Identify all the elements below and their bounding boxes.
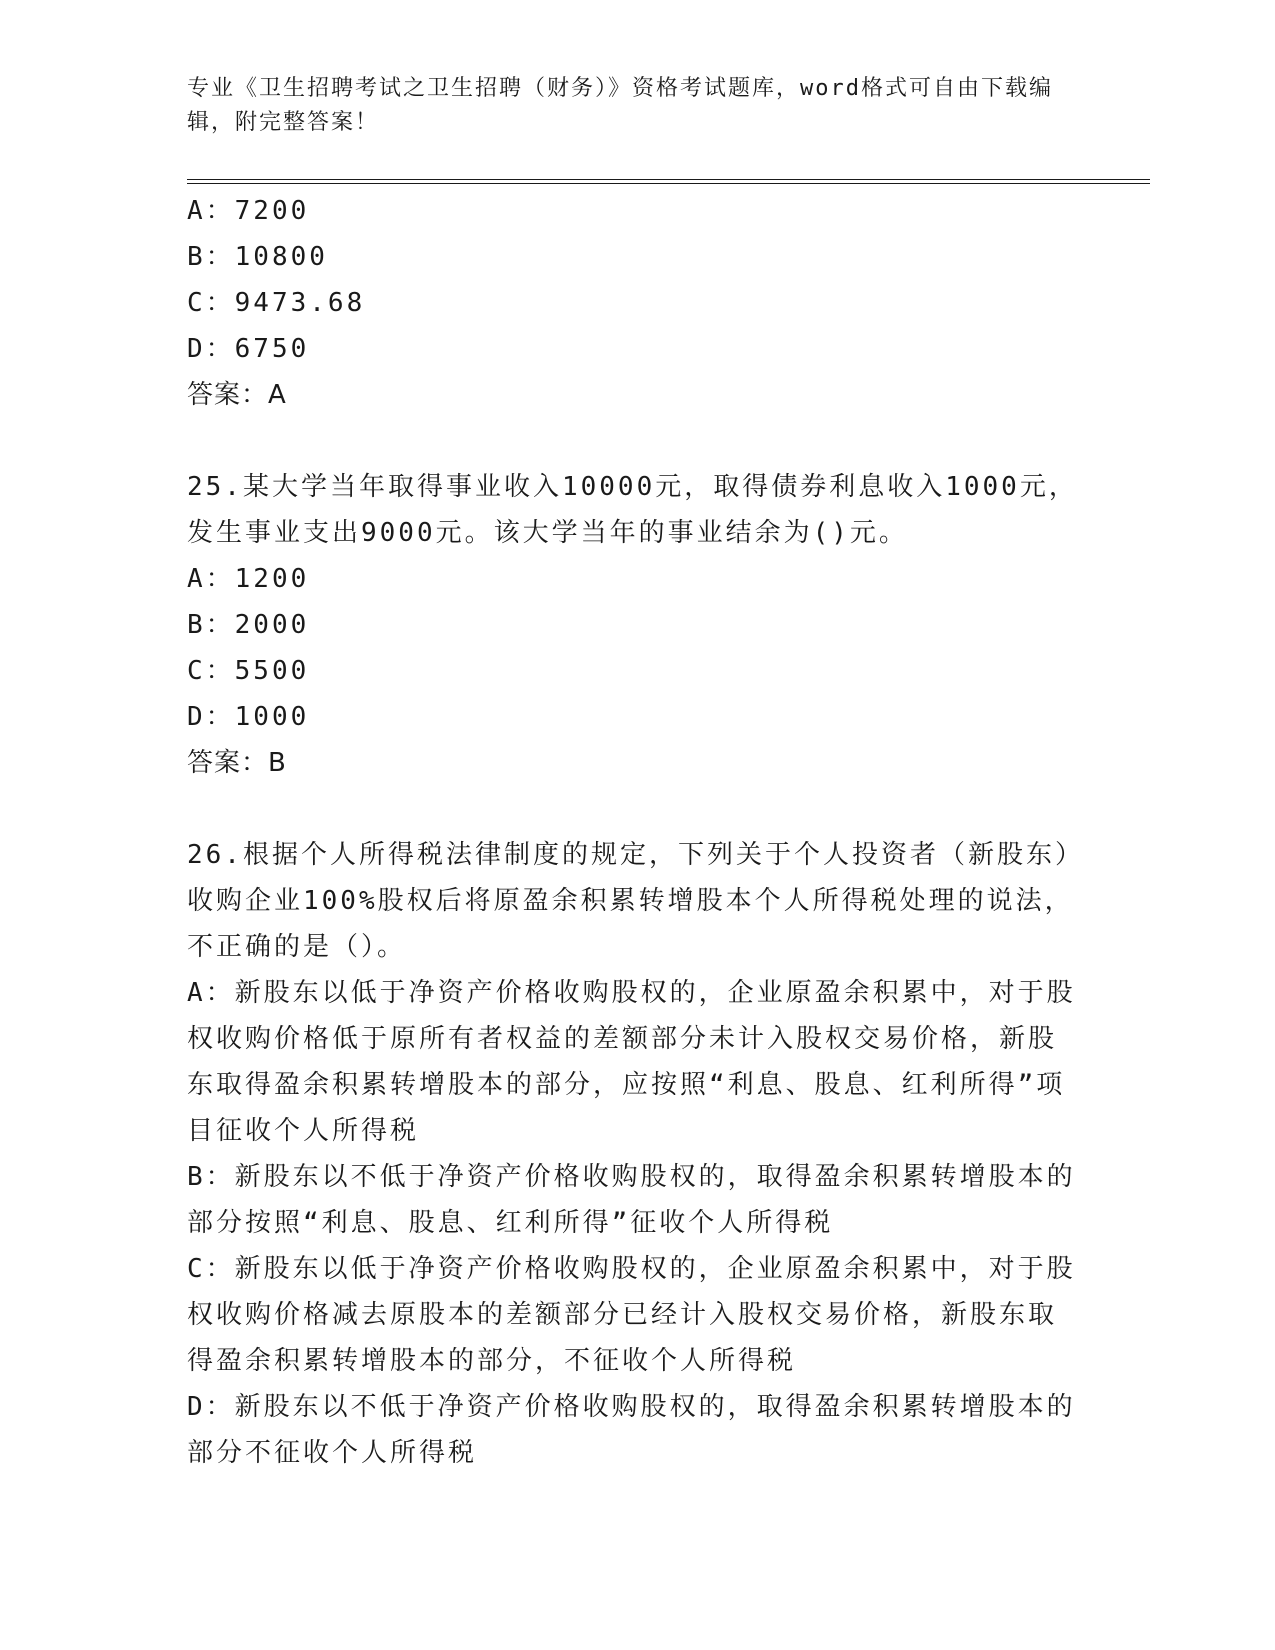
- option-b: B：2000: [187, 610, 310, 640]
- header-rule-top: [187, 179, 1150, 180]
- answer-line: 答案：B: [187, 748, 287, 778]
- option-d: D：新股东以不低于净资产价格收购股权的，取得盈余积累转增股本的部分不征收个人所得税: [187, 1392, 1076, 1468]
- option-b: B：10800: [187, 242, 328, 272]
- option-a: A：新股东以低于净资产价格收购股权的，企业原盈余积累中，对于股权收购价格低于原所有者权益的差额部分未计入股权交易价格，新股东取得盈余积累转增股本的部分，应按照“利息、股息、红利所得”项目征收个人所得税: [187, 978, 1076, 1146]
- option-d: D：6750: [187, 334, 310, 364]
- question-stem: 26.根据个人所得税法律制度的规定，下列关于个人投资者（新股东）收购企业100%股权后将原盈余积累转增股本个人所得税处理的说法，不正确的是（）。: [187, 840, 1074, 962]
- document-content: [187, 188, 1087, 1476]
- option-a: A：1200: [187, 564, 310, 594]
- option-a: A：7200: [187, 196, 310, 226]
- option-b: B：新股东以不低于净资产价格收购股权的，取得盈余积累转增股本的部分按照“利息、股息、红利所得”征收个人所得税: [187, 1162, 1076, 1238]
- option-c: C：9473.68: [187, 288, 366, 318]
- header-rule-bottom: [187, 183, 1150, 184]
- option-c: C：5500: [187, 656, 310, 686]
- question-stem-line: 25.某大学当年取得事业收入10000元，取得债券利息收入1000元，: [187, 472, 1078, 502]
- option-c: C：新股东以低于净资产价格收购股权的，企业原盈余积累中，对于股权收购价格减去原股本的差额部分已经计入股权交易价格，新股东取得盈余积累转增股本的部分，不征收个人所得税: [187, 1254, 1076, 1376]
- option-d: D：1000: [187, 702, 310, 732]
- answer-line: 答案：A: [187, 380, 287, 410]
- document-header: 专业《卫生招聘考试之卫生招聘（财务）》资格考试题库，word格式可自由下载编辑，附完整答案！: [187, 76, 1053, 135]
- question-26: [187, 832, 1087, 1476]
- question-stem-line: 发生事业支出9000元。该大学当年的事业结余为()元。: [187, 518, 908, 548]
- spacer: [187, 786, 1087, 832]
- question-25: [187, 464, 1087, 786]
- prev-question: [187, 188, 1087, 418]
- spacer: [187, 418, 1087, 464]
